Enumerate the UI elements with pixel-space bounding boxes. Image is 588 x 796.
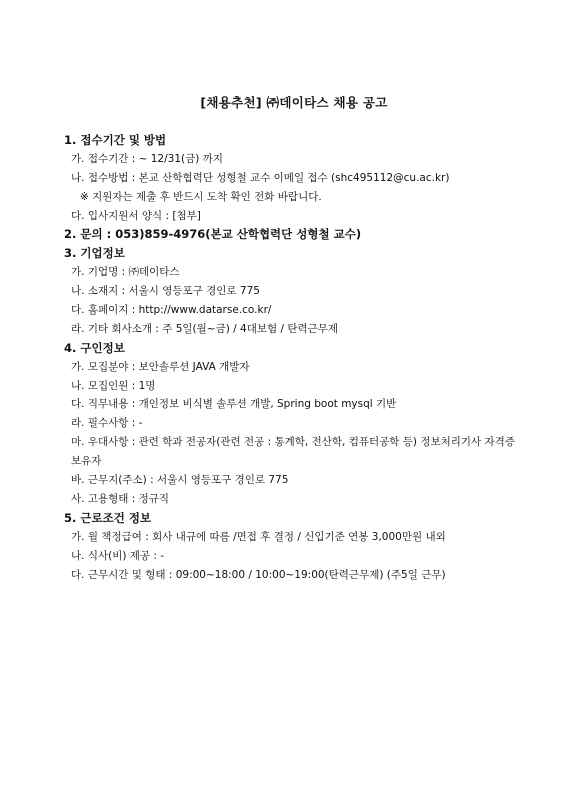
company-other: 라. 기타 회사소개 : 주 5일(월~금) / 4대보험 / 탄력근무제 [71,322,339,335]
company-homepage: 다. 홈페이지 : http://www.datarse.co.kr/ [71,304,272,317]
job-preferred: 마. 우대사항 : 관련 학과 전공자(관련 전공 : 통계학, 전산학, 컴퓨터공학 등) 정보처리기사 자격증 보유자 [71,436,515,468]
section-heading-job: 4. 구인정보 [64,340,125,355]
job-location: 바. 근무지(주소) : 서울시 영등포구 경인로 775 [71,474,289,487]
condition-meals: 나. 식사(비) 제공 : - [71,549,165,562]
condition-hours: 다. 근무시간 및 형태 : 09:00~18:00 / 10:00~19:00(탄력근무제) (주5일 근무) [71,568,446,581]
condition-salary: 가. 월 책정급여 : 회사 내규에 따름 /면접 후 결정 / 신입기준 연봉 3,000만원 내외 [71,530,446,543]
section-heading-application: 1. 접수기간 및 방법 [64,133,167,147]
document-title: [채용추천] ㈜데이타스 채용 공고 [200,95,388,110]
application-form: 다. 입사지원서 양식 : [첨부] [71,209,201,222]
section-heading-conditions: 5. 근로조건 정보 [64,510,152,525]
job-employment-type: 사. 고용형태 : 정규직 [71,492,170,505]
company-address: 나. 소재지 : 서울시 영등포구 경인로 775 [71,285,260,298]
job-headcount: 나. 모집인원 : 1명 [71,379,156,392]
job-duties: 다. 직무내용 : 개인정보 비식별 솔루션 개발, Spring boot mysql 기반 [71,398,397,411]
application-period: 가. 접수기간 : ~ 12/31(금) 까지 [71,152,223,165]
document-body [64,131,534,584]
section-heading-contact: 2. 문의 : 053)859-4976(본교 산학협력단 성형철 교수) [64,227,362,242]
company-name: 가. 기업명 : ㈜데이타스 [71,266,180,279]
application-note: ※ 지원자는 제출 후 반드시 도착 확인 전화 바랍니다. [80,190,322,203]
job-field: 가. 모집분야 : 보안솔루션 JAVA 개발자 [71,360,250,373]
application-method: 나. 접수방법 : 본교 산학협력단 성형철 교수 이메일 접수 (shc495112@cu.ac.kr) [71,171,450,184]
section-heading-company: 3. 기업정보 [64,246,125,261]
job-required: 라. 필수사항 : - [71,417,143,430]
